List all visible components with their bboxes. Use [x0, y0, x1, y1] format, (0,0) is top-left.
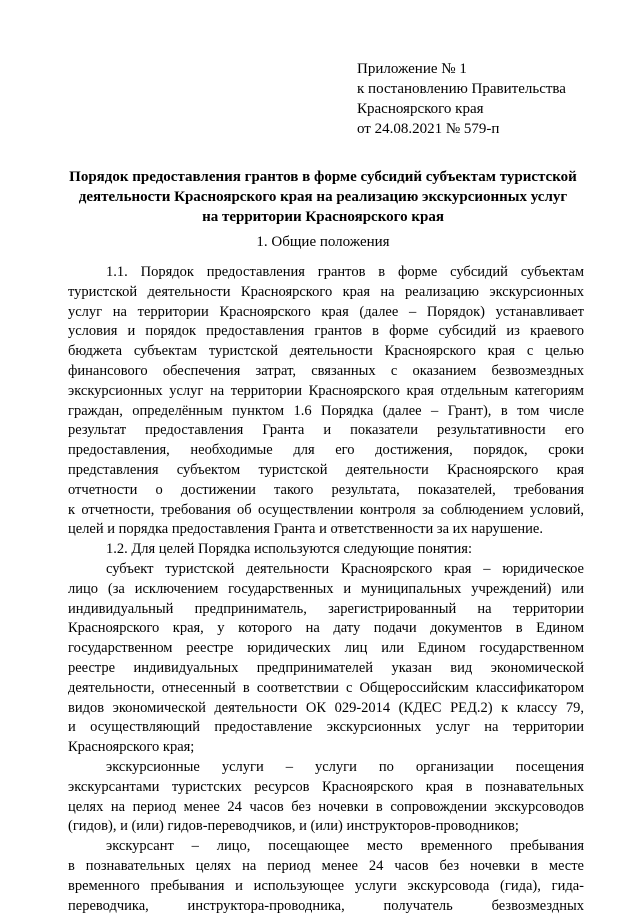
body-line: государственном реестре юридических лиц или Едином государственном — [68, 639, 584, 659]
appendix-line: Красноярского края — [357, 99, 566, 119]
body-line: туристской деятельности Красноярского края на реализацию экскурсионных — [68, 283, 584, 303]
body-line: условия и порядок предоставления грантов в форме субсидий из краевого — [68, 322, 584, 342]
body-line: переводчика, инструктора-проводника, получатель безвозмездных — [68, 897, 584, 916]
body-line: в познавательных целях на период менее 24 часов без ночевки в месте — [68, 857, 584, 877]
body-line: представления субъектом туристской деятельности Красноярского края — [68, 461, 584, 481]
body-line: результат предоставления Гранта и показатели результативности его — [68, 421, 584, 441]
body-line: экскурсант – лицо, посещающее место временного пребывания — [68, 837, 584, 857]
body-line: (гидов), и (или) гидов-переводчиков, и (или) инструкторов-проводников; — [68, 817, 584, 837]
body-line: и осуществляющий предоставление экскурсионных услуг на территории — [68, 718, 584, 738]
body-line: лицо (за исключением государственных и муниципальных учреждений) или — [68, 580, 584, 600]
body-line: целей и порядка предоставления Гранта и ответственности за их нарушение. — [68, 520, 584, 540]
body-line: временного пребывания и использующее услуги экскурсовода (гида), гида- — [68, 877, 584, 897]
appendix-line: к постановлению Правительства — [357, 79, 566, 99]
body-line: Красноярского края, у которого на дату подачи документов в Едином — [68, 619, 584, 639]
body-line: финансового обеспечения затрат, связанных с оказанием безвозмездных — [68, 362, 584, 382]
body-line: 1.2. Для целей Порядка используются следующие понятия: — [68, 540, 584, 560]
body-line: экскурсантами туристских ресурсов Красноярского края в познавательных — [68, 778, 584, 798]
body-line: реестре индивидуальных предпринимателей указан вид экономической — [68, 659, 584, 679]
appendix-line: Приложение № 1 — [357, 59, 566, 79]
body-line: к отчетности, требования об осуществлении контроля за соблюдением условий, — [68, 501, 584, 521]
title-line: Порядок предоставления грантов в форме субсидий субъектам туристской — [60, 167, 586, 187]
body-line: экскурсионных услуг на территории Красноярского края отдельным категориям — [68, 382, 584, 402]
body-line: 1.1. Порядок предоставления грантов в форме субсидий субъектам — [68, 263, 584, 283]
appendix-block — [357, 59, 566, 139]
body-line: целях на период менее 24 часов без ночевки в сопровождении экскурсоводов — [68, 798, 584, 818]
body-line: услуг на территории Красноярского края (далее – Порядок) устанавливает — [68, 303, 584, 323]
section-heading: 1. Общие положения — [60, 232, 586, 252]
body-text — [68, 263, 584, 916]
body-line: предоставления, необходимые для его достижения, порядок, сроки — [68, 441, 584, 461]
body-line: видов экономической деятельности ОК 029-2014 (КДЕС РЕД.2) к классу 79, — [68, 699, 584, 719]
title-line: на территории Красноярского края — [60, 207, 586, 227]
body-line: субъект туристской деятельности Красноярского края – юридическое — [68, 560, 584, 580]
body-line: экскурсионные услуги – услуги по организации посещения — [68, 758, 584, 778]
appendix-line: от 24.08.2021 № 579-п — [357, 119, 566, 139]
body-line: Красноярского края; — [68, 738, 584, 758]
body-line: индивидуальный предприниматель, зарегистрированный на территории — [68, 600, 584, 620]
body-line: отчетности о достижении такого результата, показателей, требования — [68, 481, 584, 501]
body-line: бюджета субъектам туристской деятельности Красноярского края с целью — [68, 342, 584, 362]
title-line: деятельности Красноярского края на реализацию экскурсионных услуг — [60, 187, 586, 207]
document-title — [60, 167, 586, 227]
body-line: граждан, определённым пунктом 1.6 Порядка (далее – Грант), в том числе — [68, 402, 584, 422]
body-line: деятельности, отнесенный в соответствии с Общероссийским классификатором — [68, 679, 584, 699]
